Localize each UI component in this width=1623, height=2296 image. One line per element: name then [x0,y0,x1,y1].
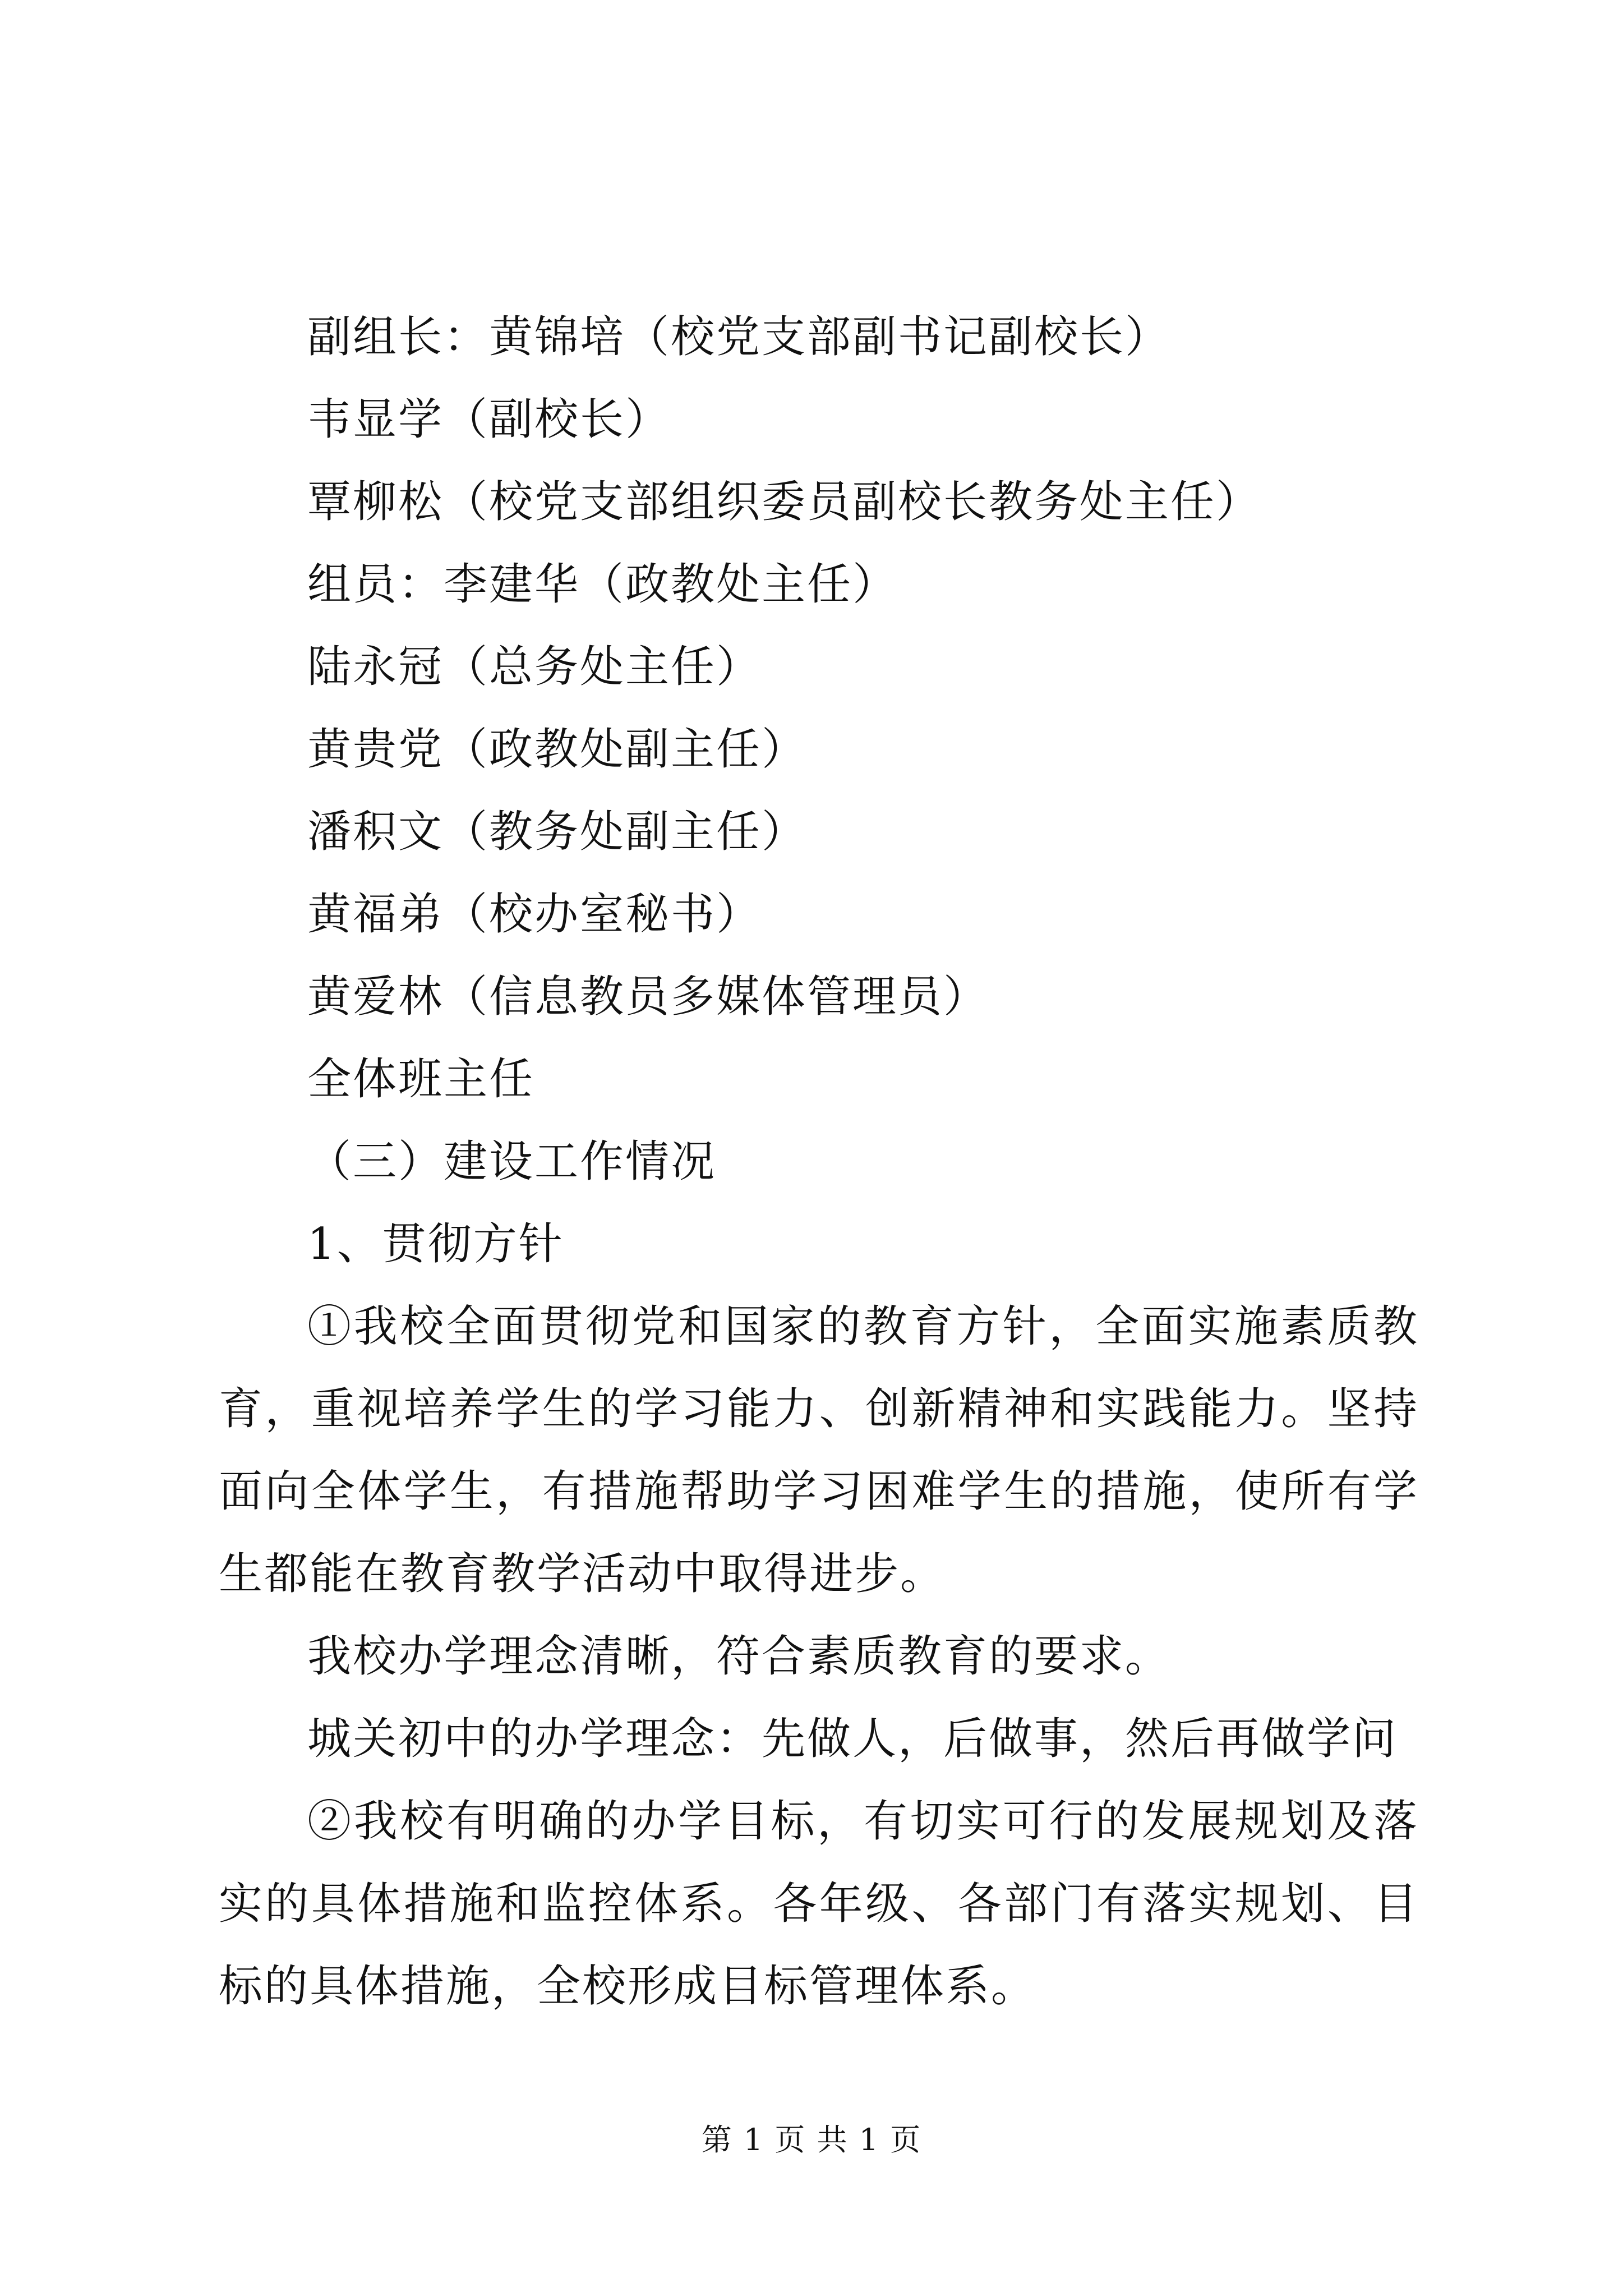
body-paragraph: 城关初中的办学理念：先做人，后做事，然后再做学问 [307,1714,1398,1764]
body-paragraph: ①我校全面贯彻党和国家的教育方针，全面实施素质教育，重视培养学生的学习能力、创新精神和实践能力。坚持面向全体学生，有措施帮助学习困难学生的措施，使所有学生都能在教育教学活动中取得进步。 [219,1301,1419,1599]
list-line-deputy-leader: 副组长：黄锦培（校党支部副书记副校长） [307,312,1171,362]
list-line-member: 全体班主任 [307,1054,535,1105]
page-footer: 第 1 页 共 1 页 [701,2122,922,2157]
section-heading: （三）建设工作情况 [307,1137,717,1187]
list-line-members-head: 组员：李建华（政教处主任） [307,559,898,610]
list-line-member: 陆永冠（总务处主任） [307,642,762,692]
list-line-member: 黄爱林（信息教员多媒体管理员） [307,972,989,1022]
list-line-member: 潘积文（教务处副主任） [307,807,808,857]
document-body [219,296,1419,2028]
body-paragraph: 我校办学理念清晰，符合素质教育的要求。 [307,1631,1171,1682]
list-line-member: 黄福弟（校办室秘书） [307,889,762,940]
list-line-member: 韦显学（副校长） [307,394,671,445]
subsection-heading: 1、贯彻方针 [307,1219,564,1269]
list-line-member: 覃柳松（校党支部组织委员副校长教务处主任） [307,477,1262,527]
list-line-member: 黄贵党（政教处副主任） [307,724,808,775]
body-paragraph: ②我校有明确的办学目标，有切实可行的发展规划及落实的具体措施和监控体系。各年级、各部门有落实规划、目标的具体措施，全校形成目标管理体系。 [219,1796,1419,2012]
